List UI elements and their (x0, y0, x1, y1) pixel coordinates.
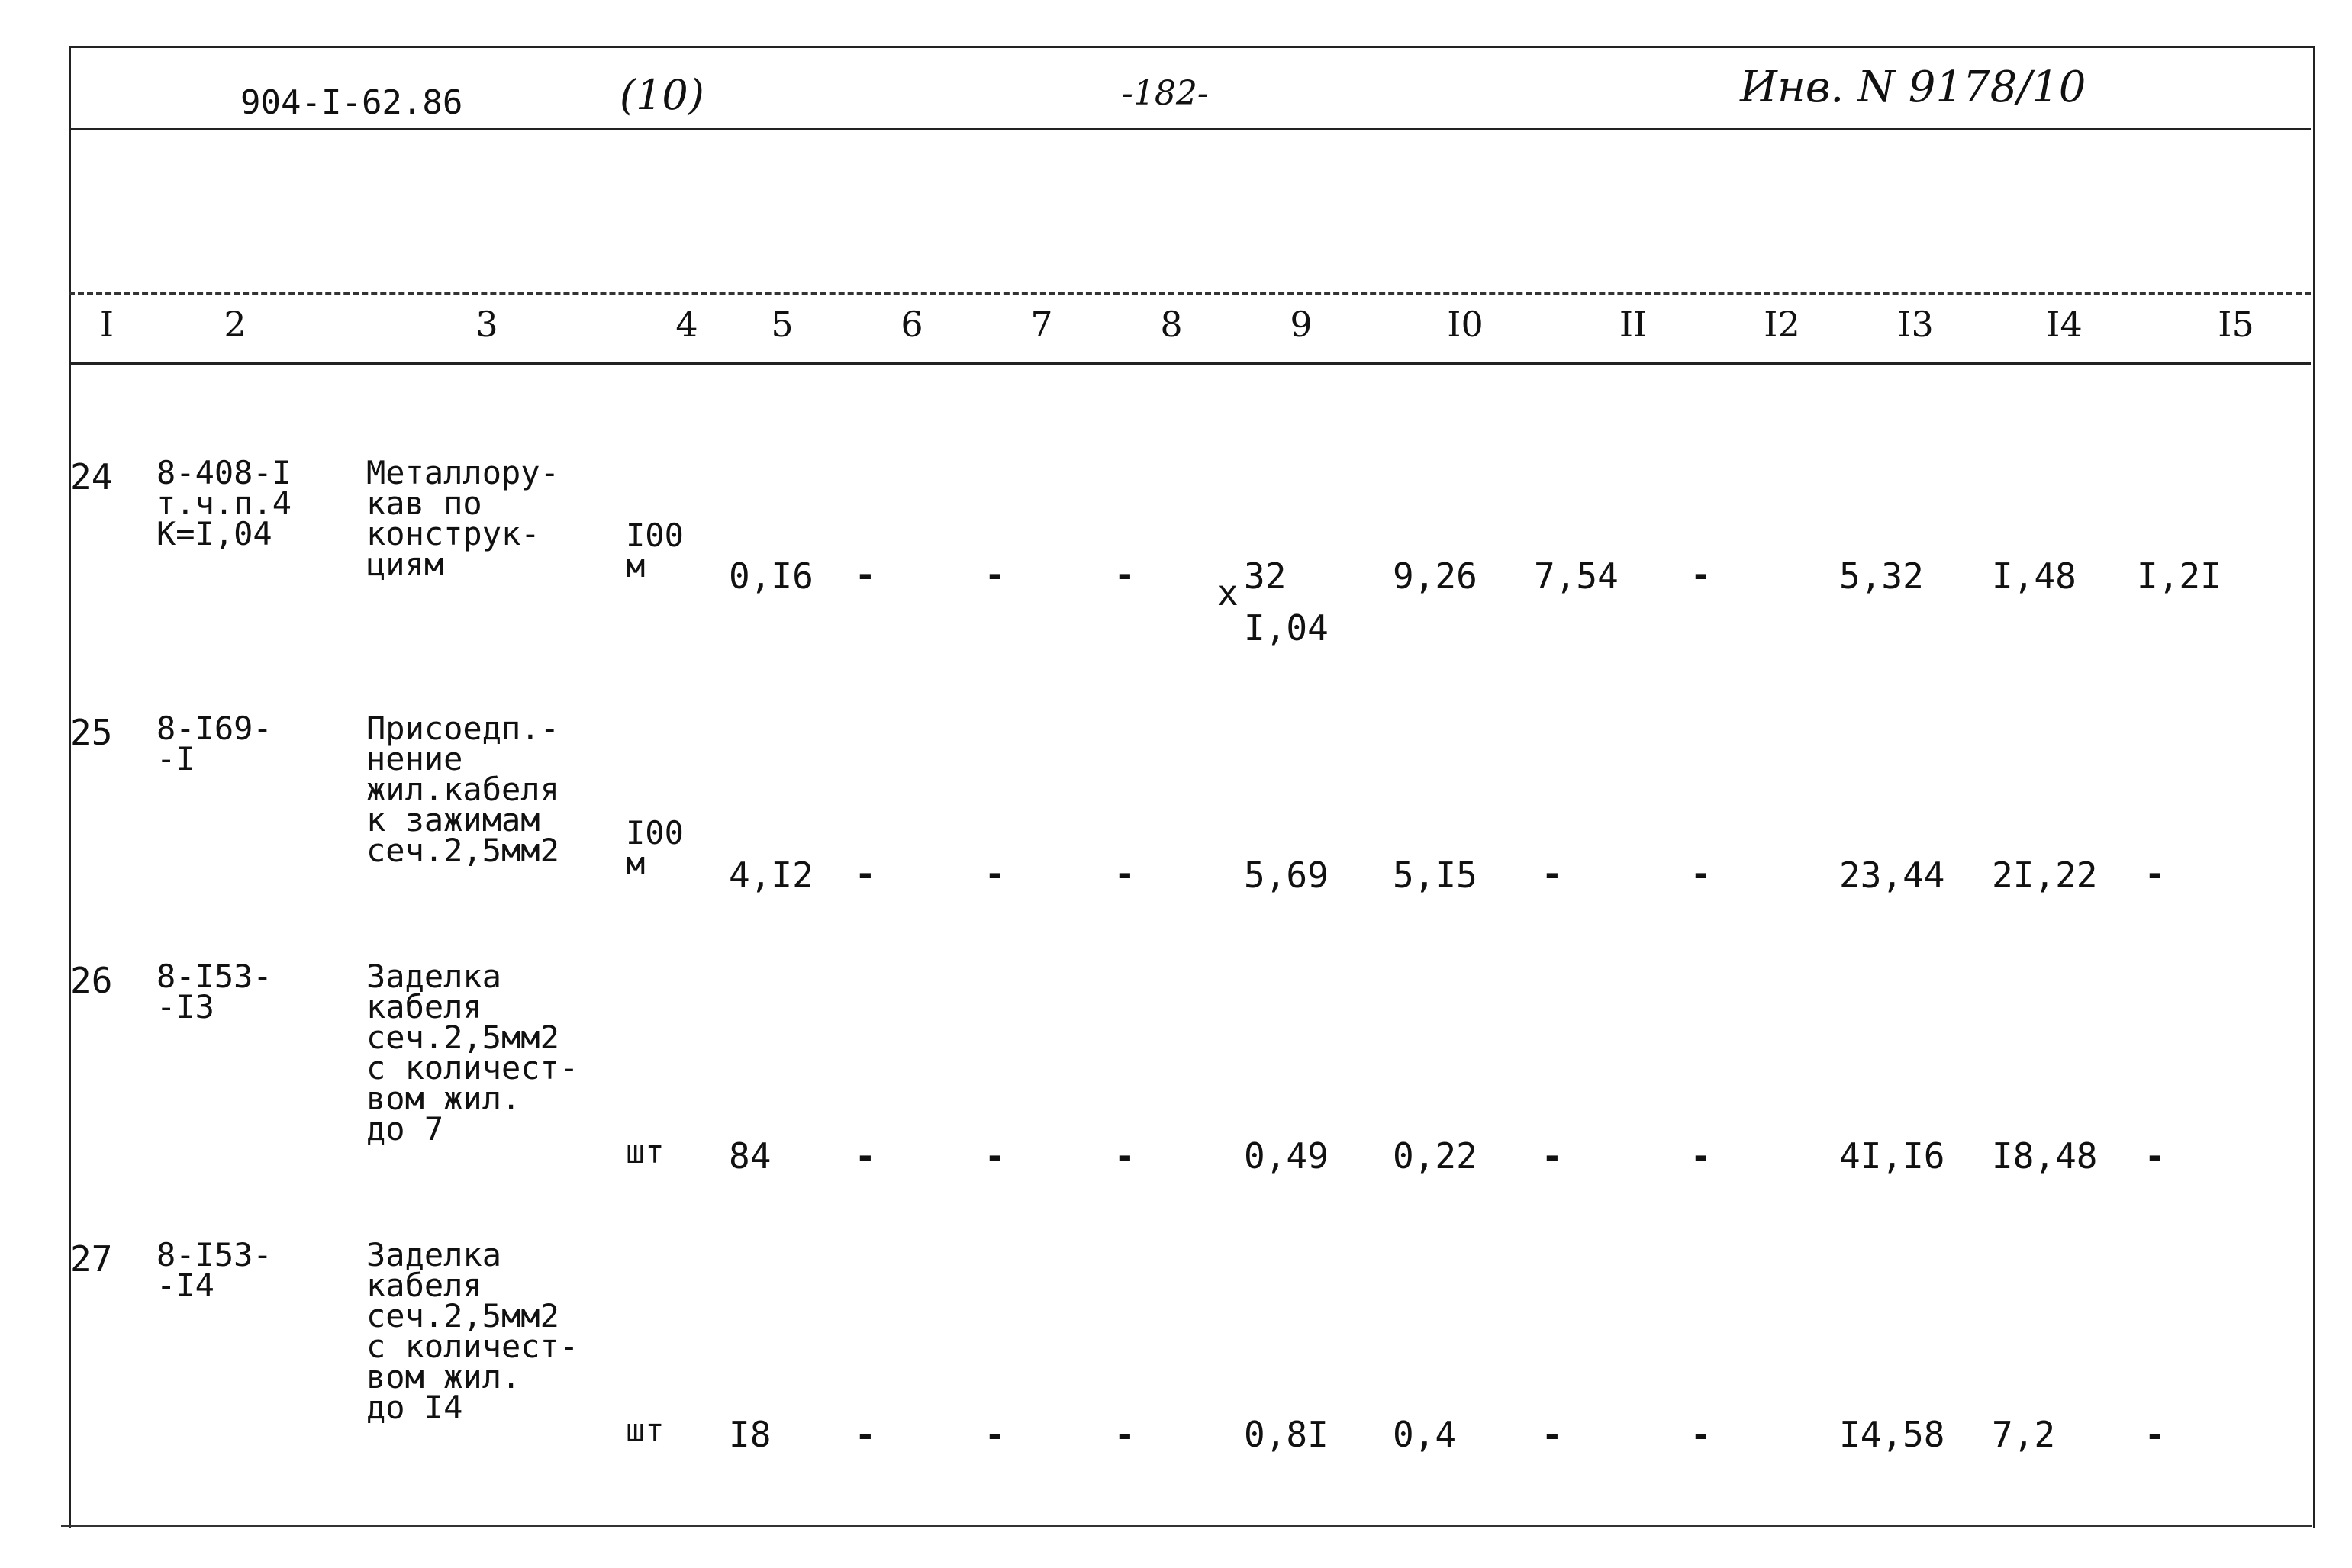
unit: шт (626, 1133, 665, 1170)
col9-value: 5,69 (1244, 855, 1329, 896)
col14-value: 7,2 (1992, 1414, 2056, 1455)
page-number: -182- (1122, 74, 1209, 113)
col8-value: - (1114, 1414, 1136, 1455)
col-3: 3 (475, 304, 498, 345)
row-number: 27 (70, 1238, 113, 1280)
doc-code: 904-I-62.86 (240, 83, 463, 122)
col11-value: 7,54 (1534, 555, 1619, 597)
col10-value: 0,4 (1393, 1414, 1457, 1455)
col13-value: I4,58 (1839, 1414, 1945, 1455)
col14-value: I8,48 (1992, 1135, 2098, 1177)
col12-value: - (1690, 1135, 1712, 1177)
col7-value: - (984, 1414, 1006, 1455)
col9-value: 0,49 (1244, 1135, 1329, 1177)
col6-value: - (855, 1414, 876, 1455)
col-12: I2 (1764, 304, 1800, 345)
quantity: 4,I2 (729, 855, 814, 896)
col-8: 8 (1160, 304, 1183, 345)
column-top-rule (69, 292, 2311, 295)
col11-value: - (1542, 1414, 1563, 1455)
col11-value: - (1542, 853, 1563, 894)
col9-value: 32 (1244, 555, 1287, 597)
col-2: 2 (224, 304, 246, 345)
quantity: 84 (729, 1135, 772, 1177)
unit: I00 м (626, 814, 684, 882)
col8-value: - (1114, 1135, 1136, 1177)
col9-subvalue: I,04 (1244, 607, 1329, 649)
col10-value: 5,I5 (1393, 855, 1477, 896)
work-name: Заделка кабеля сеч.2,5мм2 с количест- вом жил. до I4 (366, 1236, 579, 1426)
col10-value: 0,22 (1393, 1135, 1477, 1177)
norm-code: 8-408-I т.ч.п.4 К=I,04 (156, 454, 292, 552)
col-15: I5 (2218, 304, 2254, 345)
work-name: Заделка кабеля сеч.2,5мм2 с количест- вом жил. до 7 (366, 958, 579, 1148)
work-name: Присоедп.- нение жил.кабеля к зажимам сеч.2,5мм2 (366, 710, 559, 869)
col6-value: - (855, 554, 876, 595)
col8-value: - (1114, 853, 1136, 894)
col6-value: - (855, 1135, 876, 1177)
col-13: I3 (1897, 304, 1934, 345)
col11-value: - (1542, 1135, 1563, 1177)
col-1: I (99, 304, 114, 345)
row-number: 26 (70, 960, 113, 1001)
col-14: I4 (2046, 304, 2083, 345)
work-name: Металлору- кав по конструк- циям (366, 454, 559, 583)
col-7: 7 (1030, 304, 1053, 345)
coef-mark: х (1217, 572, 1239, 613)
unit: шт (626, 1412, 665, 1449)
col15-value: - (2144, 1135, 2166, 1177)
header-divider (69, 128, 2311, 130)
col-11: II (1619, 304, 1648, 345)
col-10: I0 (1447, 304, 1484, 345)
bottom-border (61, 1525, 2312, 1527)
col13-value: 5,32 (1839, 555, 1924, 597)
col9-value: 0,8I (1244, 1414, 1329, 1455)
col7-value: - (984, 853, 1006, 894)
col-9: 9 (1290, 304, 1313, 345)
col-6: 6 (901, 304, 923, 345)
col6-value: - (855, 853, 876, 894)
row-number: 24 (70, 456, 113, 497)
quantity: 0,I6 (729, 555, 814, 597)
col8-value: - (1114, 554, 1136, 595)
col12-value: - (1690, 853, 1712, 894)
column-bottom-rule (69, 362, 2311, 365)
col7-value: - (984, 1135, 1006, 1177)
col15-value: - (2144, 853, 2166, 894)
quantity: I8 (729, 1414, 772, 1455)
col12-value: - (1690, 554, 1712, 595)
col15-value: - (2144, 1414, 2166, 1455)
sheet-mark: (10) (620, 71, 704, 119)
col14-value: 2I,22 (1992, 855, 2098, 896)
col15-value: I,2I (2137, 555, 2222, 597)
col12-value: - (1690, 1414, 1712, 1455)
row-number: 25 (70, 712, 113, 753)
inventory-number: Инв. N 9178/10 (1740, 63, 2086, 112)
col-4: 4 (675, 304, 698, 345)
col10-value: 9,26 (1393, 555, 1477, 597)
unit: I00 м (626, 517, 684, 584)
norm-code: 8-I53- -I4 (156, 1236, 272, 1304)
col14-value: I,48 (1992, 555, 2077, 597)
norm-code: 8-I53- -I3 (156, 958, 272, 1025)
norm-code: 8-I69- -I (156, 710, 272, 778)
col-5: 5 (771, 304, 794, 345)
col13-value: 23,44 (1839, 855, 1945, 896)
col13-value: 4I,I6 (1839, 1135, 1945, 1177)
col7-value: - (984, 554, 1006, 595)
